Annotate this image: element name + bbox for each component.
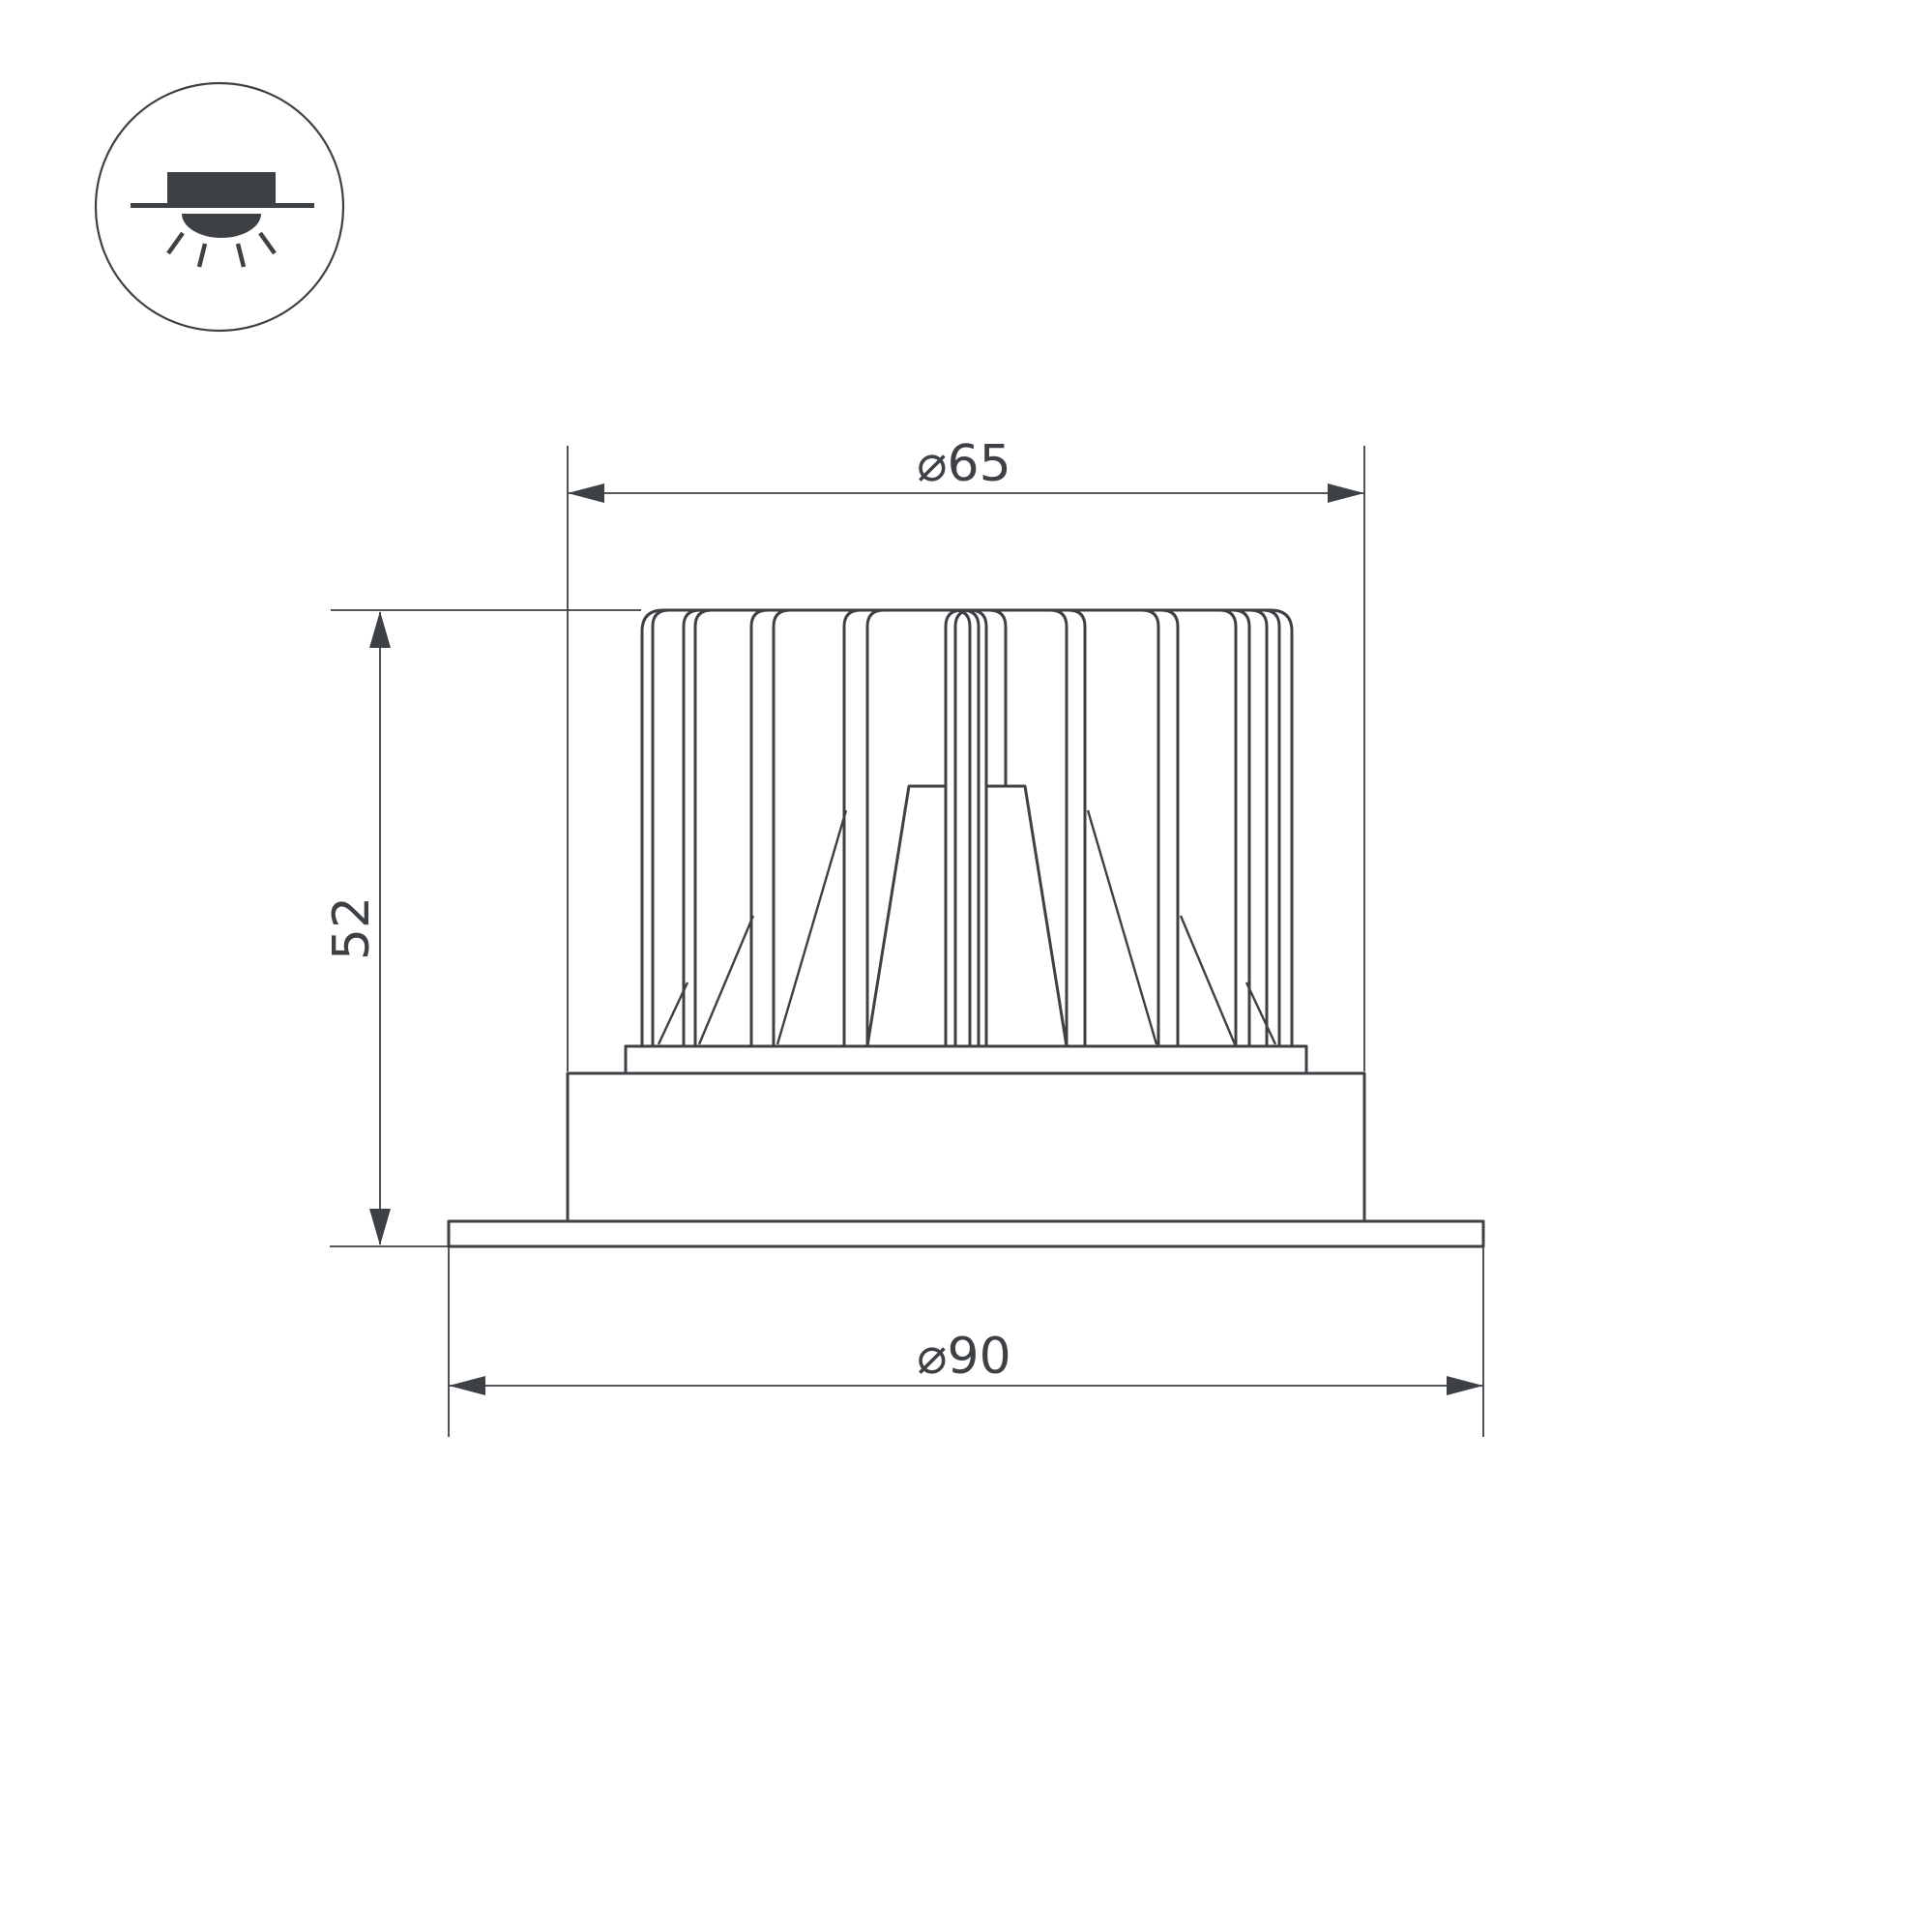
dim-label-height: 52 (323, 895, 381, 961)
dimension-height (323, 610, 641, 1246)
dim-label-top-diameter: ⌀65 (917, 435, 1011, 493)
dim-label-flange-diameter: ⌀90 (917, 1328, 1011, 1386)
trim-flange (449, 1221, 1483, 1246)
heatsink-fins-right (953, 610, 1279, 1046)
reflector-right (986, 786, 1067, 1046)
heatsink-silhouette (642, 610, 1292, 1046)
lamp-housing (568, 1073, 1364, 1221)
luminaire-outline (449, 610, 1483, 1246)
dimension-top-diameter (568, 435, 1364, 1071)
icon-lamp-dome (182, 214, 261, 238)
heatsink-center-post (989, 610, 1006, 786)
reflector-left (867, 786, 946, 1046)
heatsink-fins-left (653, 610, 972, 1046)
downlight-icon (96, 83, 343, 331)
icon-light-rays (168, 233, 275, 267)
heatsink-base-plate (626, 1046, 1306, 1073)
icon-housing-block (167, 172, 276, 204)
dimension-flange-diameter (449, 1247, 1483, 1437)
